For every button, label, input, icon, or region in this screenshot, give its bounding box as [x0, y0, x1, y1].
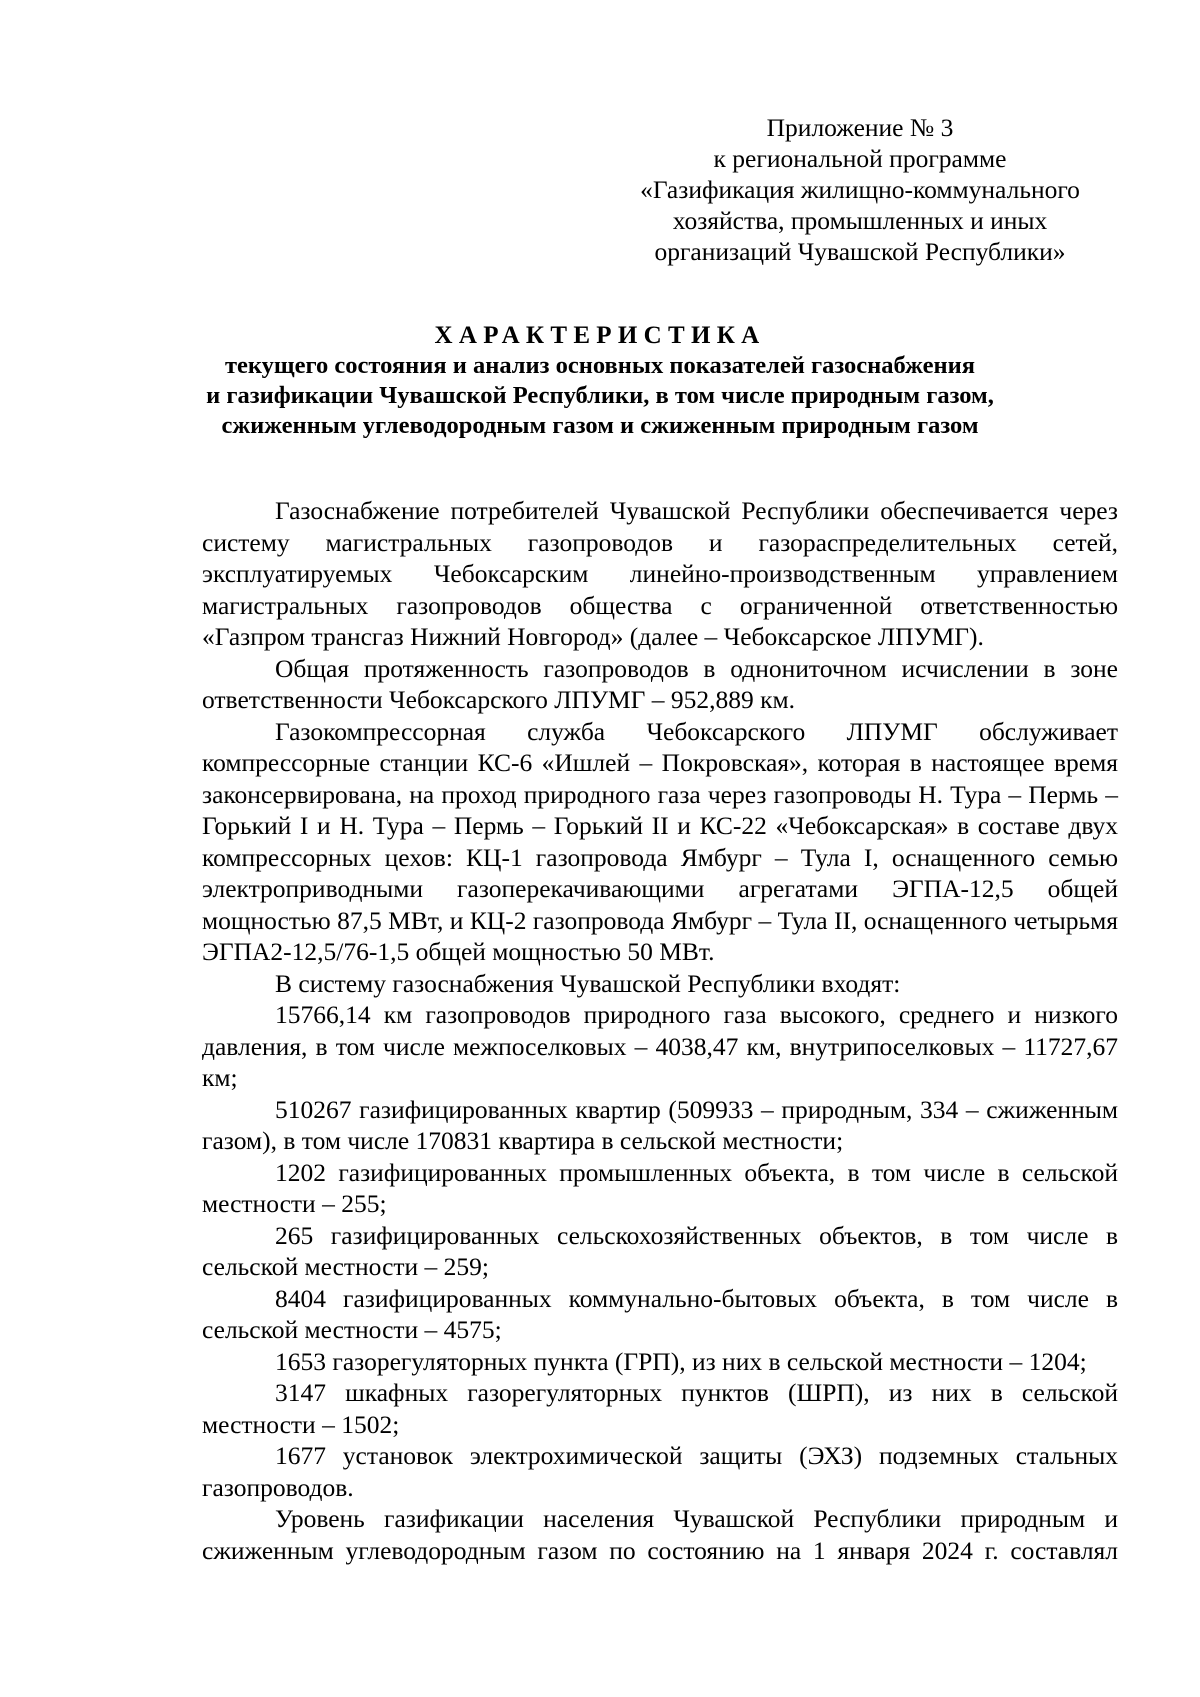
body-paragraph: 265 газифицированных сельскохозяйственных объектов, в том числе в сельской местности – 259; [202, 1220, 1118, 1281]
appendix-line: Приложение № 3 [766, 113, 954, 142]
appendix-line: хозяйства, промышленных и иных [672, 206, 1048, 235]
body-paragraph: 1202 газифицированных промышленных объекта, в том числе в сельской местности – 255; [202, 1157, 1118, 1218]
body-paragraph: 3147 шкафных газорегуляторных пунктов (ШРП), из них в сельской местности – 1502; [202, 1378, 1118, 1439]
body-paragraph: Уровень газификации населения Чувашской Республики природным и сжиженным углеводородным газом по состоянию на 1 января 2024 г. составлял [202, 1504, 1118, 1565]
title-subtitle-line: сжиженным углеводородным газом и сжиженным природным газом [221, 412, 979, 439]
title-main: ХАРАКТЕРИСТИКА [434, 322, 766, 349]
body-paragraph: Газокомпрессорная служба Чебоксарского ЛПУМГ обслуживает компрессорные станции КС-6 «Ишлей – Покровская», которая в настоящее время законсервирована, на проход природного газа через газопроводы Н. Тура – Пермь – Горький I и Н. Тура – Пермь – Горький II и КС-22 «Чебоксарская» в составе двух компрессорных цехов: КЦ-1 газопровода Ямбург – Тула I, оснащенного семью электроприводными газоперекачивающими агрегатами ЭГПА-12,5 общей мощностью 87,5 МВт, и КЦ-2 газопровода Ямбург – Тула II, оснащенного четырьмя ЭГПА2-12,5/76-1,5 общей мощностью 50 МВт. [202, 716, 1118, 966]
body-paragraph: 8404 газифицированных коммунально-бытовых объекта, в том числе в сельской местности – 4575; [202, 1283, 1118, 1344]
title-subtitle-line: текущего состояния и анализ основных показателей газоснабжения [225, 352, 975, 379]
document-body [202, 495, 1118, 1566]
body-paragraph: Газоснабжение потребителей Чувашской Республики обеспечивается через систему магистральных газопроводов и газораспределительных сетей, эксплуатируемых Чебоксарским линейно-производственным управлением магистральных газопроводов общества с ограниченной ответственностью «Газпром трансгаз Нижний Новгород» (далее – Чебоксарское ЛПУМГ). [202, 496, 1118, 651]
appendix-line: к региональной программе [713, 144, 1007, 173]
appendix-line: организаций Чувашской Республики» [654, 237, 1066, 266]
body-paragraph: 1653 газорегуляторных пункта (ГРП), из них в сельской местности – 1204; [275, 1346, 1087, 1376]
appendix-line: «Газификация жилищно-коммунального [640, 175, 1080, 204]
appendix-header [600, 112, 1120, 267]
body-paragraph: Общая протяженность газопроводов в однониточном исчислении в зоне ответственности Чебоксарского ЛПУМГ – 952,889 км. [202, 653, 1118, 714]
body-paragraph: В систему газоснабжения Чувашской Республики входят: [275, 968, 901, 998]
body-paragraph: 510267 газифицированных квартир (509933 – природным, 334 – сжиженным газом), в том числе 170831 квартира в сельской местности; [202, 1094, 1118, 1155]
title-subtitle-line: и газификации Чувашской Республики, в том числе природным газом, [206, 382, 994, 409]
body-paragraph: 15766,14 км газопроводов природного газа высокого, среднего и низкого давления, в том числе межпоселковых – 4038,47 км, внутрипоселковых – 11727,67 км; [202, 1000, 1118, 1092]
body-paragraph: 1677 установок электрохимической защиты (ЭХЗ) подземных стальных газопроводов. [202, 1441, 1118, 1502]
document-title [150, 321, 1050, 441]
